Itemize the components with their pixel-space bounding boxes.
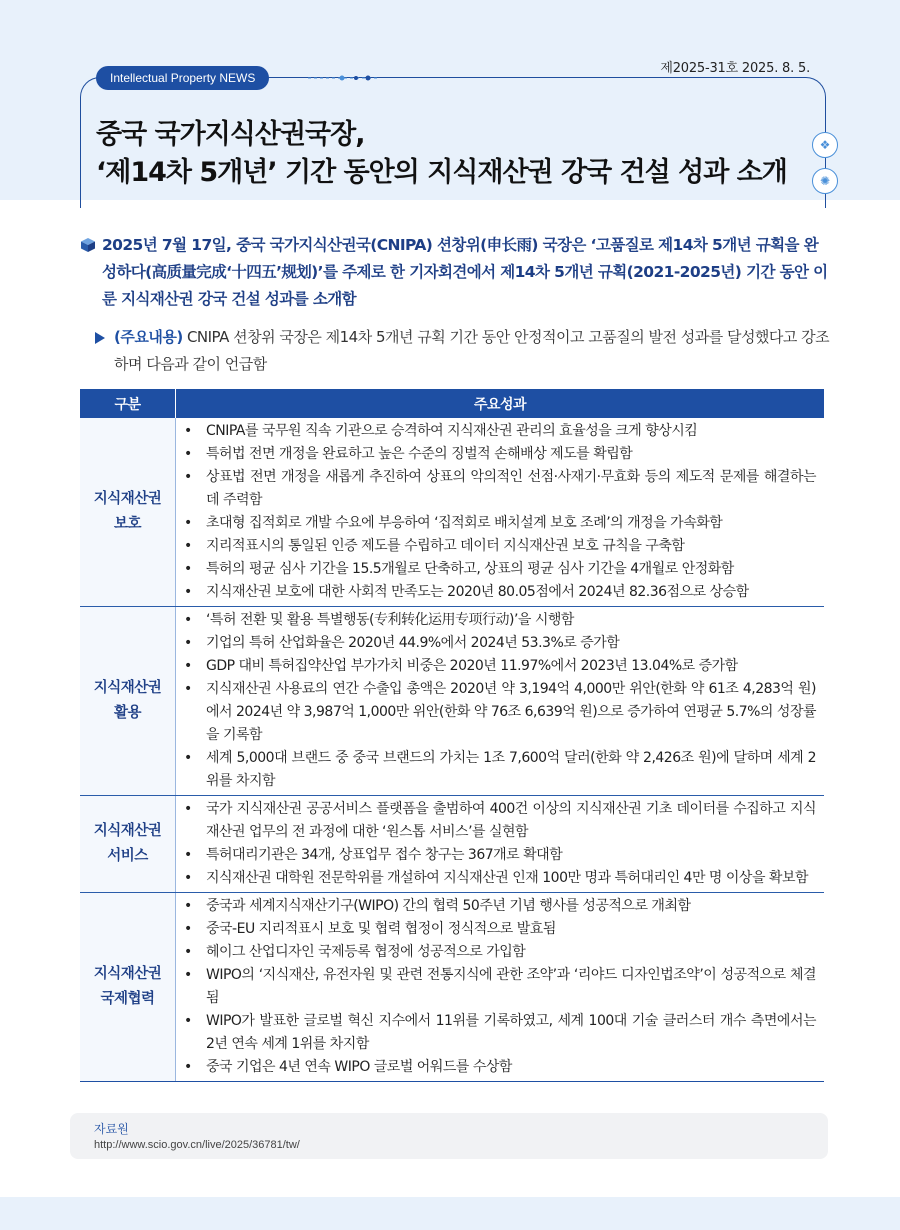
category-line: 활용 xyxy=(113,705,141,721)
detail-text: CNIPA 션창위 국장은 제14차 5개년 규획 기간 동안 안정적이고 고품질의 발전 성과를 달성했다고 강조하며 다음과 같이 언급함 xyxy=(114,328,830,373)
table-header-row xyxy=(80,389,824,418)
row-items-cell xyxy=(176,893,825,1082)
row-items-cell xyxy=(176,796,825,893)
achievement-list xyxy=(176,895,824,1079)
list-item: • 초대형 집적회로 개발 수요에 부응하여 ‘집적회로 배치설계 보호 조례’의 개정을 가속화함 xyxy=(176,512,816,535)
title-line-2: ‘제14차 5개년’ 기간 동안의 지식재산권 강국 건설 성과 소개 xyxy=(96,157,787,188)
row-category xyxy=(80,893,176,1082)
list-item: • CNIPA를 국무원 직속 기관으로 승격하여 지식재산권 관리의 효율성을 크게 향상시킴 xyxy=(176,420,816,443)
globe-icon: ❖ xyxy=(812,132,838,158)
list-item: • 지식재산권 보호에 대한 사회적 만족도는 2020년 80.05점에서 2024년 82.36점으로 상승함 xyxy=(176,581,816,604)
list-item: • 국가 지식재산권 공공서비스 플랫폼을 출범하여 400건 이상의 지식재산권 기초 데이터를 수집하고 지식재산권 업무의 전 과정에 대한 ‘원스톱 서비스’를 실현함 xyxy=(176,798,816,844)
source-link[interactable]: http://www.scio.gov.cn/live/2025/36781/tw/ xyxy=(94,1139,300,1151)
category-line: 국제협력 xyxy=(100,991,155,1007)
list-item: • 중국과 세계지식재산기구(WIPO) 간의 협력 50주년 기념 행사를 성공적으로 개최함 xyxy=(176,895,816,918)
newsletter-badge: Intellectual Property NEWS xyxy=(96,66,269,90)
table-row xyxy=(80,893,824,1082)
list-item: • GDP 대비 특허집약산업 부가가치 비중은 2020년 11.97%에서 2023년 13.04%로 증가함 xyxy=(176,655,816,678)
page-title xyxy=(96,116,787,192)
list-item: • 상표법 전면 개정을 새롭게 추진하여 상표의 악의적인 선점·사재기·무효화 등의 제도적 문제를 해결하는 데 주력함 xyxy=(176,466,816,512)
title-line-1: 중국 국가지식산권국장, xyxy=(96,119,365,150)
category-line: 지식재산권 xyxy=(93,823,162,839)
table-row xyxy=(80,418,824,607)
list-item: • 지리적표시의 통일된 인증 제도를 수립하고 데이터 지식재산권 보호 규칙을 구축함 xyxy=(176,535,816,558)
footer-background xyxy=(0,1197,900,1230)
category-line: 보호 xyxy=(113,516,141,532)
category-line: 지식재산권 xyxy=(93,491,162,507)
list-item: • WIPO가 발표한 글로벌 혁신 지수에서 11위를 기록하였고, 세계 100대 기술 클러스터 개수 측면에서는 2년 연속 세계 1위를 차지함 xyxy=(176,1010,816,1056)
row-items-cell xyxy=(176,607,825,796)
source-box xyxy=(70,1113,828,1159)
row-items-cell xyxy=(176,418,825,607)
row-category xyxy=(80,607,176,796)
summary-paragraph: 2025년 7월 17일, 중국 국가지식산권국(CNIPA) 션창위(申长雨) 국장은 ‘고품질로 제14차 5개년 규획을 완성하다(高质量完成‘十四五’规划)’를 주제로 한 기자회견에서 제14차 5개년 규획(2021-2025년) 기간 동안 이룬 지식재산권 강국 건설 성과를 소개함 xyxy=(102,236,828,308)
network-icon: ✺ xyxy=(812,168,838,194)
column-header-achievements: 주요성과 xyxy=(176,389,825,418)
column-header-category: 구분 xyxy=(80,389,176,418)
row-category xyxy=(80,796,176,893)
list-item: • 지식재산권 사용료의 연간 수출입 총액은 2020년 약 3,194억 4,000만 위안(한화 약 61조 4,283억 원)에서 2024년 약 3,987억 1,000만 위안(한화 약 76조 6,639억 원)으로 증가하여 연평균 5.7%의 성장률을 기록함 xyxy=(176,678,816,747)
category-line: 지식재산권 xyxy=(93,680,162,696)
list-item: • 기업의 특허 산업화율은 2020년 44.9%에서 2024년 53.3%로 증가함 xyxy=(176,632,816,655)
list-item: • ‘특허 전환 및 활용 특별행동(专利转化运用专项行动)’을 시행함 xyxy=(176,609,816,632)
issue-number: 제2025-31호 2025. 8. 5. xyxy=(660,61,810,76)
source-label: 자료원 xyxy=(94,1122,129,1136)
list-item: • 중국 기업은 4년 연속 WIPO 글로벌 어워드를 수상함 xyxy=(176,1056,816,1079)
detail-paragraph xyxy=(114,324,834,378)
table-row xyxy=(80,607,824,796)
list-item: • 특허대리기관은 34개, 상표업무 접수 창구는 367개로 확대함 xyxy=(176,844,816,867)
achievement-list xyxy=(176,420,824,604)
list-item: • 세계 5,000대 브랜드 중 중국 브랜드의 가치는 1조 7,600억 달러(한화 약 2,426조 원)에 달하며 세계 2위를 차지함 xyxy=(176,747,816,793)
triangle-bullet-icon xyxy=(95,332,105,344)
row-category xyxy=(80,418,176,607)
list-item: • 특허법 전면 개정을 완료하고 높은 수준의 징벌적 손해배상 제도를 확립함 xyxy=(176,443,816,466)
list-item: • 지식재산권 대학원 전문학위를 개설하여 지식재산권 인재 100만 명과 특허대리인 4만 명 이상을 확보함 xyxy=(176,867,816,890)
achievements-table xyxy=(80,389,824,1082)
side-decoration xyxy=(812,132,838,204)
list-item: • 특허의 평균 심사 기간을 15.5개월로 단축하고, 상표의 평균 심사 기간을 4개월로 안정화함 xyxy=(176,558,816,581)
list-item: • 중국-EU 지리적표시 보호 및 협력 협정이 정식적으로 발효됨 xyxy=(176,918,816,941)
list-item: • 헤이그 산업디자인 국제등록 협정에 성공적으로 가입함 xyxy=(176,941,816,964)
list-item: • WIPO의 ‘지식재산, 유전자원 및 관련 전통지식에 관한 조약’과 ‘리야드 디자인법조약’이 성공적으로 체결됨 xyxy=(176,964,816,1010)
decorative-dots-icon xyxy=(308,74,378,82)
achievement-list xyxy=(176,609,824,793)
achievement-list xyxy=(176,798,824,890)
category-line: 지식재산권 xyxy=(93,966,162,982)
category-line: 서비스 xyxy=(107,848,148,864)
cube-bullet-icon xyxy=(80,237,96,253)
table-row xyxy=(80,796,824,893)
detail-tag: (주요내용) xyxy=(114,328,183,346)
